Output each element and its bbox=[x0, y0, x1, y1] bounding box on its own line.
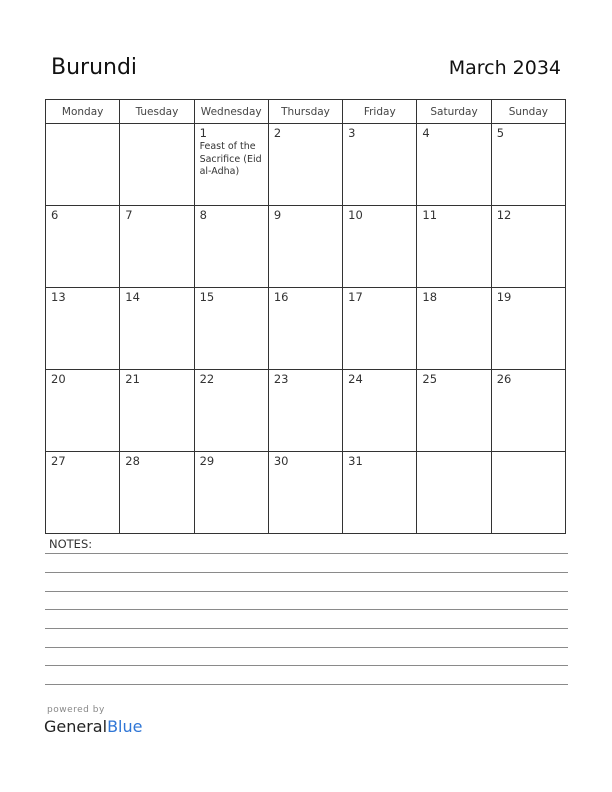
day-cell bbox=[268, 206, 342, 288]
day-number: 29 bbox=[199, 454, 215, 468]
day-cell bbox=[46, 452, 120, 534]
day-cell bbox=[120, 370, 194, 452]
day-cell bbox=[343, 370, 417, 452]
day-number: 30 bbox=[273, 454, 289, 468]
day-number: 26 bbox=[496, 372, 512, 386]
day-cell bbox=[268, 288, 342, 370]
day-number: 31 bbox=[348, 454, 363, 468]
day-number: 18 bbox=[422, 290, 438, 304]
day-cell bbox=[417, 288, 491, 370]
calendar-grid bbox=[45, 99, 566, 534]
day-cell bbox=[268, 370, 342, 452]
day-cell bbox=[491, 370, 565, 452]
holiday-label: Feast of the Sacrifice (Eid al-Adha) bbox=[199, 141, 262, 177]
day-number: 25 bbox=[422, 372, 438, 386]
weekday-header: Saturday bbox=[417, 100, 491, 124]
note-line bbox=[45, 647, 568, 648]
day-cell bbox=[417, 370, 491, 452]
day-cell bbox=[120, 124, 194, 206]
note-line bbox=[45, 628, 568, 629]
day-number: 4 bbox=[422, 126, 430, 140]
day-number: 5 bbox=[496, 126, 505, 140]
day-number: 22 bbox=[199, 372, 215, 386]
day-number: 8 bbox=[199, 208, 207, 222]
day-cell bbox=[194, 288, 268, 370]
day-number: 28 bbox=[125, 454, 140, 468]
weekday-header: Monday bbox=[46, 100, 120, 124]
day-number: 6 bbox=[51, 208, 59, 222]
day-cell bbox=[120, 288, 194, 370]
day-number: 1 bbox=[199, 126, 207, 140]
weekday-header: Thursday bbox=[268, 100, 342, 124]
weekday-header: Tuesday bbox=[120, 100, 194, 124]
day-cell bbox=[417, 206, 491, 288]
day-cell bbox=[194, 370, 268, 452]
day-number: 17 bbox=[348, 290, 363, 304]
day-cell bbox=[194, 452, 268, 534]
weekday-header: Friday bbox=[343, 100, 417, 124]
week-row bbox=[46, 452, 566, 534]
day-cell bbox=[343, 124, 417, 206]
powered-by-label: powered by bbox=[47, 705, 105, 715]
day-number: 19 bbox=[496, 290, 512, 304]
day-cell bbox=[343, 206, 417, 288]
weekday-header: Wednesday bbox=[194, 100, 268, 124]
day-cell bbox=[120, 452, 194, 534]
weekday-header: Sunday bbox=[491, 100, 565, 124]
note-line bbox=[45, 684, 568, 685]
day-number: 24 bbox=[348, 372, 363, 386]
day-number: 20 bbox=[51, 372, 66, 386]
calendar-month-title: March 2034 bbox=[448, 57, 561, 79]
day-cell bbox=[417, 124, 491, 206]
day-cell bbox=[194, 206, 268, 288]
week-row bbox=[46, 124, 566, 206]
weekday-header-row bbox=[46, 100, 566, 124]
brand-logo bbox=[44, 717, 142, 736]
day-cell bbox=[194, 124, 268, 206]
day-cell bbox=[491, 206, 565, 288]
day-cell bbox=[491, 124, 565, 206]
week-row bbox=[46, 370, 566, 452]
day-cell bbox=[417, 452, 491, 534]
day-cell bbox=[46, 288, 120, 370]
note-line bbox=[45, 609, 568, 610]
day-number: 14 bbox=[125, 290, 140, 304]
day-cell bbox=[46, 124, 120, 206]
brand-blue: Blue bbox=[107, 717, 143, 736]
calendar-country-title: Burundi bbox=[51, 55, 138, 80]
day-cell bbox=[343, 288, 417, 370]
day-cell bbox=[491, 452, 565, 534]
day-number: 10 bbox=[348, 208, 363, 222]
brand-general: General bbox=[44, 717, 108, 736]
day-cell bbox=[268, 452, 342, 534]
note-line bbox=[45, 553, 568, 554]
note-line bbox=[45, 591, 568, 592]
day-cell bbox=[46, 206, 120, 288]
day-cell bbox=[343, 452, 417, 534]
day-number: 9 bbox=[273, 208, 282, 222]
day-number: 3 bbox=[348, 126, 356, 140]
day-cell bbox=[120, 206, 194, 288]
day-cell bbox=[46, 370, 120, 452]
day-number: 12 bbox=[496, 208, 512, 222]
note-line bbox=[45, 572, 568, 573]
note-line bbox=[45, 665, 568, 666]
day-number: 16 bbox=[273, 290, 289, 304]
day-number: 2 bbox=[273, 126, 282, 140]
day-number: 13 bbox=[51, 290, 66, 304]
day-number: 7 bbox=[125, 208, 133, 222]
day-number: 15 bbox=[199, 290, 215, 304]
day-number: 11 bbox=[422, 208, 438, 222]
notes-label: NOTES: bbox=[49, 537, 93, 551]
day-cell bbox=[268, 124, 342, 206]
week-row bbox=[46, 206, 566, 288]
week-row bbox=[46, 288, 566, 370]
day-number: 27 bbox=[51, 454, 66, 468]
day-number: 21 bbox=[125, 372, 140, 386]
day-cell bbox=[491, 288, 565, 370]
day-number: 23 bbox=[273, 372, 289, 386]
